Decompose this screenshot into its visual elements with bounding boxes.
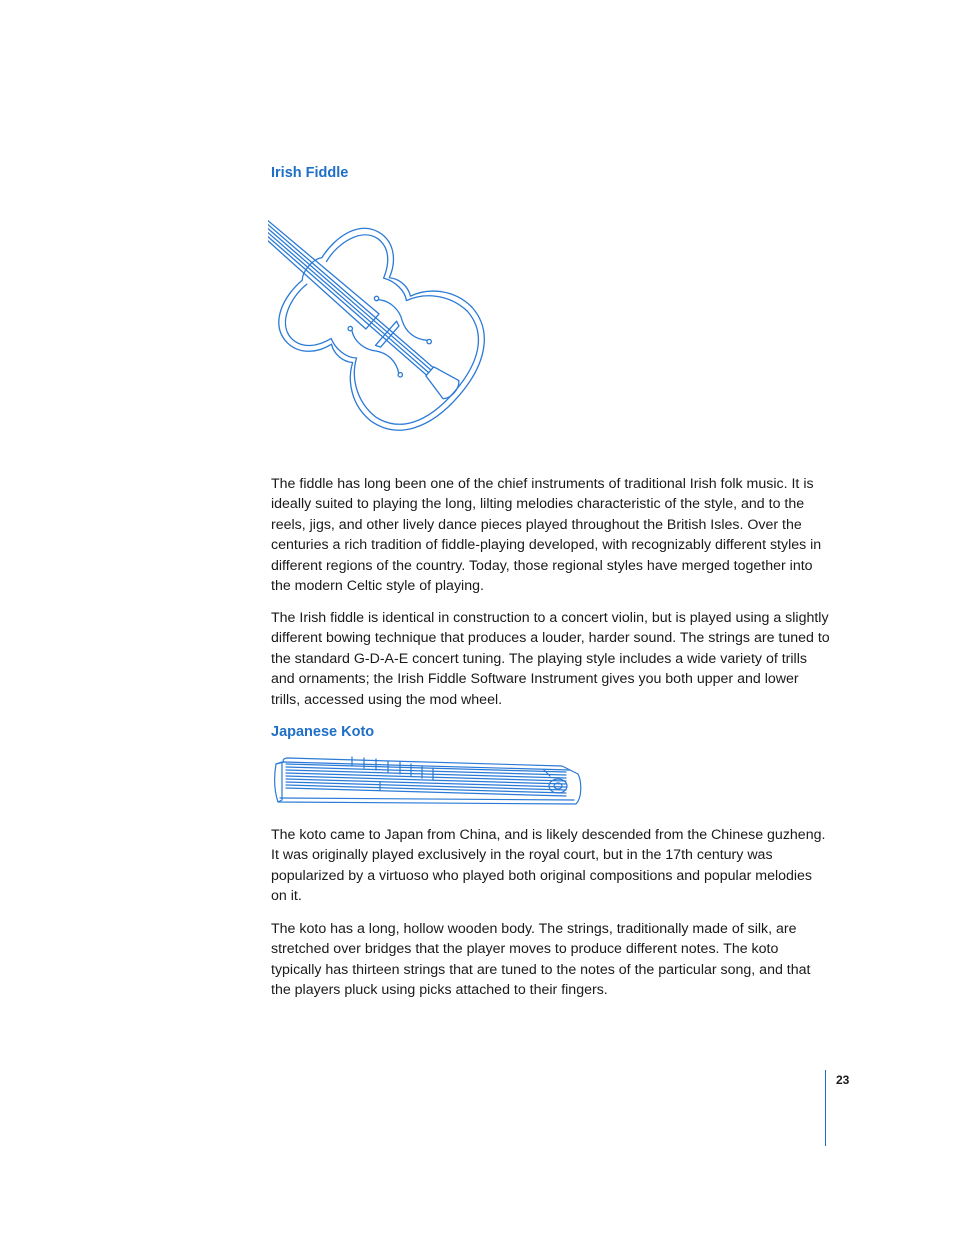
paragraph-fiddle-history: The fiddle has long been one of the chief instruments of traditional Irish folk music. It is ideally suited to playing the long, lilting melodies characteristic of the style, and to the reels, jigs, and other lively dance pieces played throughout the British Isles. Over the centuries a rich tradition of fiddle-playing developed, with recognizably different styles in different regions of the country. Today, those regional styles have merged together into the modern Celtic style of playing. bbox=[271, 476, 822, 595]
fiddle-illustration bbox=[268, 194, 524, 456]
section-heading-japanese-koto: Japanese Koto bbox=[271, 724, 375, 740]
section-heading-irish-fiddle: Irish Fiddle bbox=[271, 165, 349, 181]
paragraph-koto-history: The koto came to Japan from China, and is likely descended from the Chinese guzheng. It was originally played exclusively in the royal court, but in the 17th century was popularized by a virtuoso who played both original compositions and popular melodies on it. bbox=[271, 827, 826, 905]
page-number-rule bbox=[825, 1070, 826, 1146]
paragraph-koto-construction: The koto has a long, hollow wooden body. The strings, traditionally made of silk, are stretched over bridges that the player moves to produce different notes. The koto typically has thirteen strings that are tuned to the notes of the particular song, and that the players pluck using picks attached to their fingers. bbox=[271, 921, 811, 999]
page-number: 23 bbox=[836, 1073, 850, 1087]
paragraph-fiddle-technique: The Irish fiddle is identical in construction to a concert violin, but is played using a slightly different bowing technique that produces a louder, harder sound. The strings are tuned to the standard G-D-A-E concert tuning. The playing style includes a wide variety of trills and ornaments; the Irish Fiddle Software Instrument gives you both upper and lower trills, accessed using the mod wheel. bbox=[271, 610, 830, 708]
koto-illustration bbox=[270, 754, 586, 808]
